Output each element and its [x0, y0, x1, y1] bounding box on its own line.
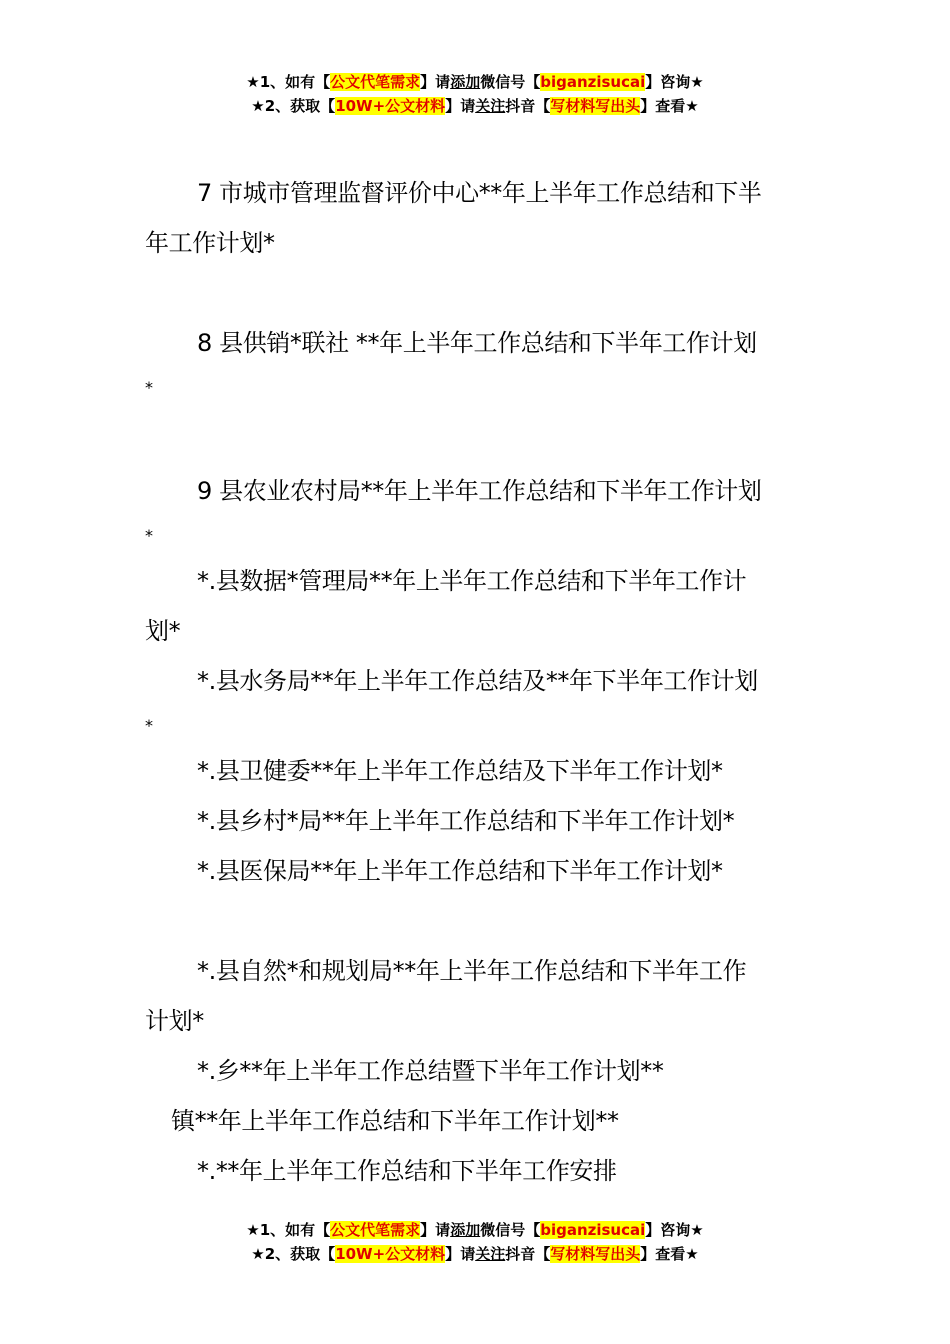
list-item-continuation: 划* [145, 617, 181, 645]
list-item-text: 8 县供销*联社 **年上半年工作总结和下半年工作计划 [197, 329, 757, 357]
banner-text: 】查看★ [640, 97, 699, 115]
list-item-text: *.县数据*管理局**年上半年工作总结和下半年工作计 [197, 567, 747, 595]
highlight-text: 公文代笔需求 [330, 1221, 421, 1239]
banner-text: ★1、如有【 [246, 1221, 331, 1239]
list-item [145, 168, 810, 268]
banner-text: 】请 [445, 1245, 476, 1263]
banner-line-1 [0, 1218, 950, 1242]
underlined-text: 关注 [475, 97, 506, 115]
highlight-text: biganzisucai [540, 1221, 646, 1239]
list-item-text: 7 市城市管理监督评价中心**年上半年工作总结和下半 [197, 179, 762, 207]
footer-banner [0, 1218, 950, 1266]
banner-text: 】咨询★ [645, 1221, 704, 1239]
highlight-text: 10W+公文材料 [335, 97, 446, 115]
header-banner [0, 70, 950, 118]
list-item [145, 946, 810, 1046]
list-item [145, 1146, 810, 1196]
highlight-text: biganzisucai [540, 73, 646, 91]
banner-text: ★2、获取【 [251, 97, 336, 115]
list-item [145, 846, 810, 896]
list-item [145, 746, 810, 796]
banner-text: 抖音【 [505, 97, 551, 115]
banner-line-1 [0, 70, 950, 94]
list-item-continuation: 计划* [145, 1007, 204, 1035]
banner-text: 】查看★ [640, 1245, 699, 1263]
underlined-text: 关注 [475, 1245, 506, 1263]
list-item-text: *.乡**年上半年工作总结暨下半年工作计划** [197, 1057, 664, 1085]
list-item-text: 镇**年上半年工作总结和下半年工作计划** [171, 1107, 619, 1135]
banner-text: 微信号【 [480, 73, 541, 91]
list-item-text: *.县医保局**年上半年工作总结和下半年工作计划* [197, 857, 723, 885]
list-item [145, 1096, 810, 1146]
underlined-text: 添加 [450, 73, 481, 91]
highlight-text: 写材料写出头 [550, 1245, 641, 1263]
banner-text: ★1、如有【 [246, 73, 331, 91]
highlight-text: 公文代笔需求 [330, 73, 421, 91]
banner-text: 】请 [445, 97, 476, 115]
banner-text: ★2、获取【 [251, 1245, 336, 1263]
list-item-continuation: * [145, 716, 153, 735]
list-item-text: 9 县农业农村局**年上半年工作总结和下半年工作计划 [197, 477, 762, 505]
list-item-continuation: * [145, 378, 153, 397]
list-item [145, 556, 810, 656]
document-body [145, 168, 810, 1196]
list-item-text: *.县卫健委**年上半年工作总结及下半年工作计划* [197, 757, 723, 785]
banner-line-2 [0, 1242, 950, 1266]
highlight-text: 10W+公文材料 [335, 1245, 446, 1263]
list-item-text: *.县自然*和规划局**年上半年工作总结和下半年工作 [197, 957, 747, 985]
banner-text: 】请 [420, 1221, 451, 1239]
banner-text: 微信号【 [480, 1221, 541, 1239]
list-item [145, 1046, 810, 1096]
list-item-continuation: * [145, 526, 153, 545]
banner-text: 抖音【 [505, 1245, 551, 1263]
list-item [145, 796, 810, 846]
underlined-text: 添加 [450, 1221, 481, 1239]
list-item-continuation: 年工作计划* [145, 229, 275, 257]
banner-text: 】咨询★ [645, 73, 704, 91]
list-item-text: *.县水务局**年上半年工作总结及**年下半年工作计划 [197, 667, 758, 695]
list-item-text: *.**年上半年工作总结和下半年工作安排 [197, 1157, 617, 1185]
highlight-text: 写材料写出头 [550, 97, 641, 115]
list-item [145, 318, 810, 408]
list-item [145, 656, 810, 746]
banner-line-2 [0, 94, 950, 118]
banner-text: 】请 [420, 73, 451, 91]
list-item-text: *.县乡村*局**年上半年工作总结和下半年工作计划* [197, 807, 735, 835]
list-item [145, 466, 810, 556]
